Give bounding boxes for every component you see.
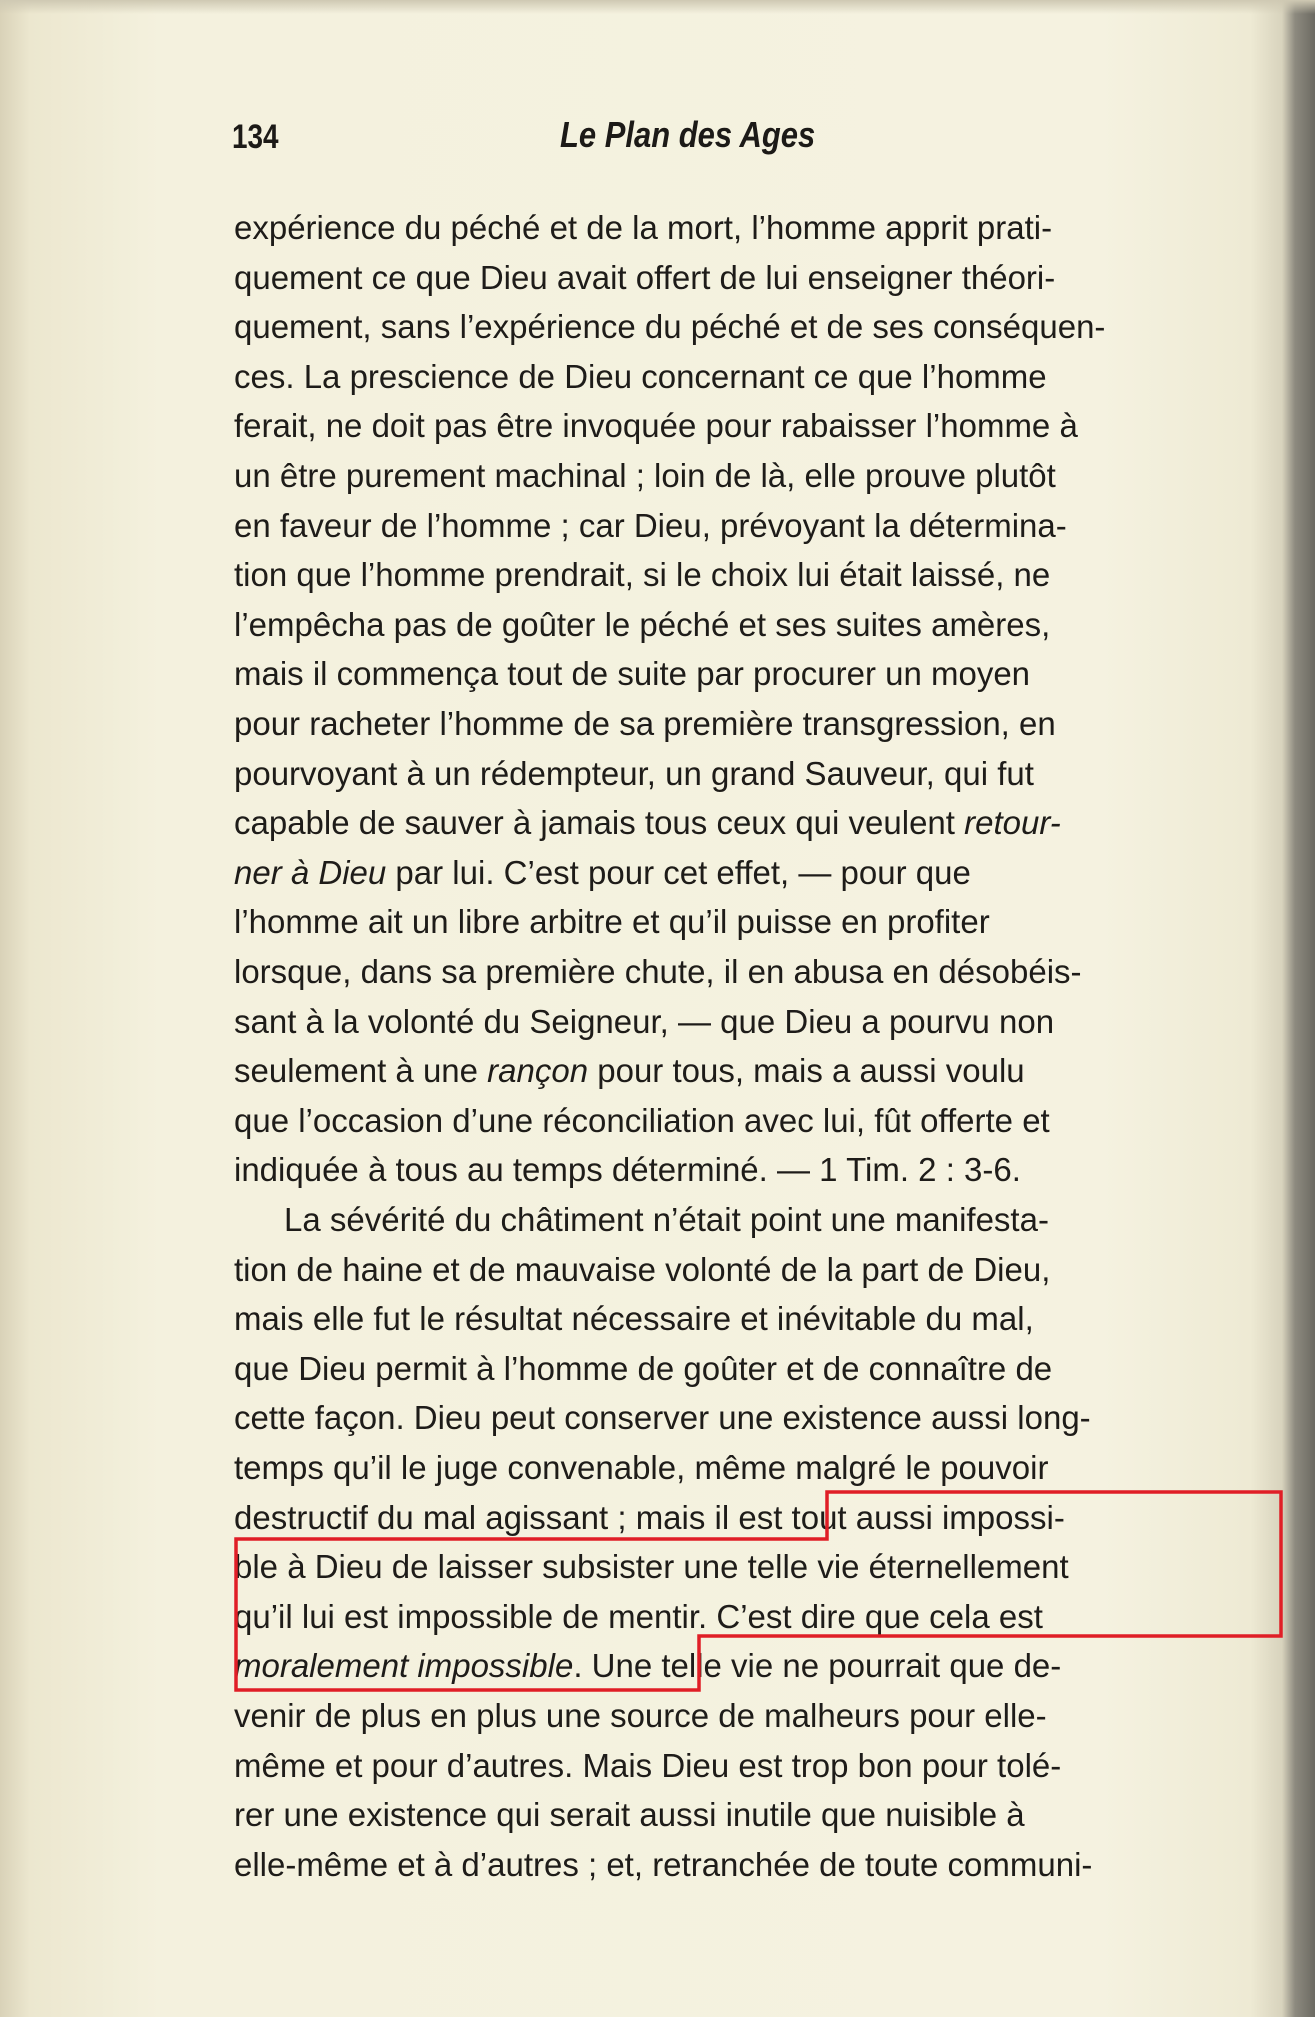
text-line [234,402,1274,450]
italic-text: retour- [964,804,1061,842]
text-line [234,1146,1274,1194]
text-line [234,1841,1274,1889]
text-segment: venir de plus en plus une source de malheurs pour elle- [234,1697,1047,1734]
text-segment: que Dieu permit à l’homme de goûter et de connaître de [234,1349,1053,1387]
text-segment: lorsque, dans sa première chute, il en abusa en désobéis- [234,953,1082,990]
text-line [234,1742,1274,1790]
running-title: Le Plan des Ages [560,114,816,155]
text-line [234,1196,1274,1244]
text-segment: l’homme ait un libre arbitre et qu’il puisse en profiter [234,903,990,941]
text-segment: sant à la volonté du Seigneur, — que Dieu a pourvu non [234,1002,1055,1040]
text-segment: par lui. C’est pour cet effet, — pour que [386,853,971,891]
text-segment: quement, sans l’expérience du péché et de ses conséquen- [234,308,1106,346]
text-line [234,1097,1274,1145]
text-line [234,1543,1274,1591]
text-line [234,1295,1274,1343]
text-segment: indiquée à tous au temps déterminé. — 1 Tim. 2 : 3-6. [234,1151,1021,1189]
text-line [234,1444,1274,1492]
text-segment: ces. La prescience de Dieu concernant ce que l’homme [234,357,1047,395]
text-line [234,849,1274,897]
text-segment: elle-même et à d’autres ; et, retranchée de toute communi- [234,1845,1093,1883]
text-segment: tion de haine et de mauvaise volonté de la part de Dieu, [234,1250,1051,1288]
text-segment: un être purement machinal ; loin de là, elle prouve plutôt [234,457,1056,494]
text-line [234,204,1274,252]
text-segment: même et pour d’autres. Mais Dieu est trop bon pour tolé- [234,1746,1062,1784]
text-segment: qu’il lui est impossible de mentir. C’est dire que cela est [234,1597,1043,1635]
text-segment: tion que l’homme prendrait, si le choix lui était laissé, ne [234,556,1051,594]
text-line [234,898,1274,946]
text-line [234,502,1274,550]
text-segment: pourvoyant à un rédempteur, un grand Sauveur, qui fut [234,754,1034,792]
text-line [234,353,1274,401]
text-segment: destructif du mal agissant ; mais il est tout aussi impossi- [234,1498,1065,1536]
text-line [234,1047,1274,1095]
text-segment: ble à Dieu de laisser subsister une telle vie éternellement [234,1548,1069,1586]
text-line [234,601,1274,649]
text-segment: rer une existence qui serait aussi inutile que nuisible à [234,1796,1025,1834]
text-segment: que l’occasion d’une réconciliation avec lui, fût offerte et [234,1101,1050,1139]
text-segment: quement ce que Dieu avait offert de lui enseigner théori- [234,258,1056,296]
page-top-shadow [0,0,1315,14]
text-line [234,750,1274,798]
text-line [234,1692,1274,1740]
text-segment: pour tous, mais a aussi voulu [588,1052,1025,1090]
italic-text: ner à Dieu [234,853,387,891]
text-line [234,303,1274,351]
text-line [234,948,1274,996]
text-line [234,1642,1274,1690]
text-line [234,452,1274,500]
text-segment: La sévérité du châtiment n’était point une manifesta- [284,1201,1049,1238]
text-line [234,1494,1274,1542]
text-line [234,998,1274,1046]
text-segment: mais elle fut le résultat nécessaire et inévitable du mal, [234,1300,1034,1338]
text-segment: temps qu’il le juge convenable, même malgré le pouvoir [234,1449,1049,1486]
text-line [234,700,1274,748]
text-line [234,551,1274,599]
text-line [234,1791,1274,1839]
text-line [234,799,1274,847]
text-line [234,254,1274,302]
text-line [234,1246,1274,1294]
italic-text: rançon [487,1052,589,1090]
text-line [234,1345,1274,1393]
text-segment: capable de sauver à jamais tous ceux qui veulent [234,804,965,842]
text-segment: en faveur de l’homme ; car Dieu, prévoyant la détermina- [234,506,1067,544]
text-line [234,650,1274,698]
text-segment: ferait, ne doit pas être invoquée pour rabaisser l’homme à [234,407,1078,445]
text-segment: seulement à une [234,1052,488,1090]
text-line [234,1394,1274,1442]
text-segment: mais il commença tout de suite par procurer un moyen [234,655,1031,693]
text-segment: l’empêcha pas de goûter le péché et ses suites amères, [234,605,1051,643]
page-number: 134 [232,118,279,156]
italic-text: moralement impossible [234,1647,574,1685]
text-line [234,1593,1274,1641]
text-segment: . Une telle vie ne pourrait que de- [573,1647,1062,1685]
text-segment: expérience du péché et de la mort, l’homme apprit prati- [234,209,1053,246]
text-segment: cette façon. Dieu peut conserver une existence aussi long- [234,1399,1091,1437]
text-segment: pour racheter l’homme de sa première transgression, en [234,705,1056,742]
